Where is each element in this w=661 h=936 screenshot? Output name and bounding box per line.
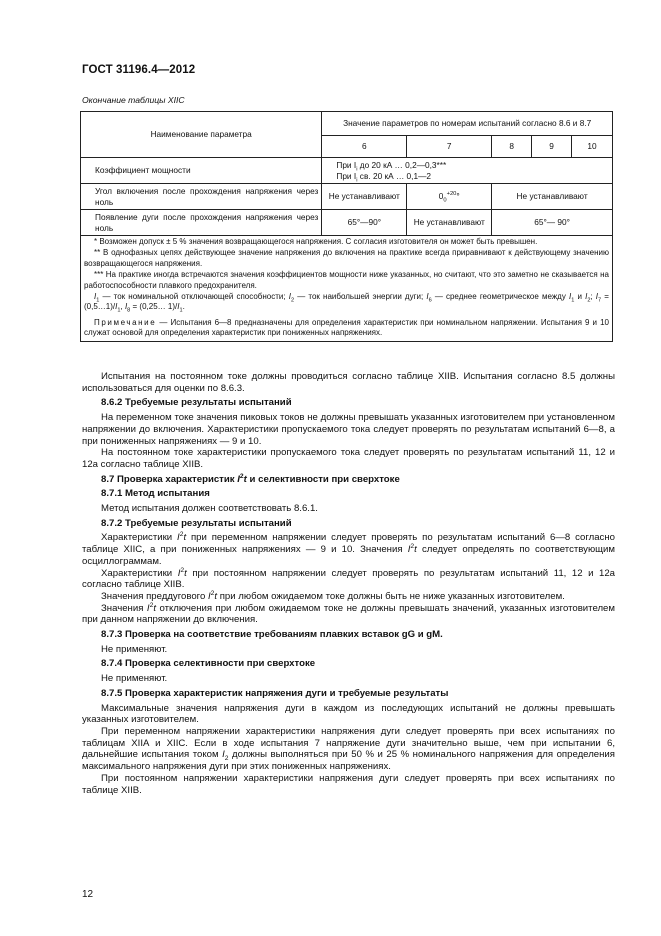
arc-appearance-c6: 65°—90° — [322, 210, 407, 236]
note-2: ** В однофазных цепях действующее значение напряжения до включения на практике всегда приравнивают к действующему значению возвращающегося напряжения. — [84, 248, 609, 268]
heading-8-7-4: 8.7.4 Проверка селективности при сверхтоке — [101, 658, 316, 670]
table-row-switching-angle — [81, 184, 613, 210]
paragraph-dc-letthrough: На постоянном токе характеристики пропускаемого тока следует проверять по результатам испытаний 11, 12 и 12а согласно таблице XIIB. — [82, 447, 615, 470]
switching-angle-c8-10: Не устанавливают — [492, 184, 613, 210]
pf-line1-pre: При I — [336, 160, 357, 170]
standard-header: ГОСТ 31196.4—2012 — [82, 64, 196, 76]
table-notes — [81, 236, 613, 342]
paragraph-test-method: Метод испытания должен соответствовать 8.6.1. — [101, 503, 318, 515]
angle-sub: 0 — [443, 197, 447, 204]
heading-8-6-2: 8.6.2 Требуемые результаты испытаний — [101, 397, 292, 409]
table-caption: Окончание таблицы XIIC — [82, 95, 185, 105]
note-4-d: и — [574, 292, 586, 302]
p10-b: должны выполняться при 50 % и 25 % номинального напряжения для определения максимального напряжения дуги при этих пониженных напряжениях. — [82, 749, 615, 773]
paragraph-arc-ac: При переменном напряжении характеристики напряжения дуги следует проверять при всех испытаниях по таблицам XIIA и XIIC. Если в ходе испытания 7 напряжение дуги значительно выше, чем при испытании 6, дальнейшие испытания током $I_2$ должны выполняться при 50 % и 25 % номинального напряжения для определения максимального напряжения дуги при этих пониженных напряжениях. — [82, 725, 615, 773]
angle-base: 0 — [438, 191, 444, 202]
note-1: * Возможен допуск ± 5 % значения возвращающегося напряжения. С согласия изготовителя он может быть превышен. — [94, 237, 538, 246]
p6-a: Характеристики — [101, 567, 178, 579]
note-4-a: — ток номинальной отключающей способности; — [102, 292, 286, 302]
heading-8-7-2: 8.7.2 Требуемые результаты испытаний — [101, 517, 292, 529]
not-applicable-2: Не применяют. — [101, 673, 168, 685]
note-4-b: — ток наибольшей энергии дуги; — [297, 292, 424, 302]
col-header-values: Значение параметров по номерам испытаний согласно 8.6 и 8.7 — [322, 112, 613, 136]
table-remark — [84, 318, 609, 339]
col-number-6: 6 — [322, 136, 407, 158]
note-4: $I_1$ — ток номинальной отключающей способности; $I_2$ — ток наибольшей энергии дуги; $I_6$ — среднее геометрическое между $I_1$ и $I_2$; $I_7$ = $(0,5\dots 1)/I_1$, $I_8$ = (0,25… $1)/I_1$. — [84, 292, 609, 315]
row-name-power-factor: Коэффициент мощности — [81, 158, 322, 184]
pf-line2-pre: При I — [336, 170, 357, 181]
paragraph-operating: Значения $I^2t$ отключения при любом ожидаемом токе не должны превышать значений, указанных изготовителем при данном напряжении до включения. — [82, 601, 615, 626]
heading-8-7-3: 8.7.3 Проверка на соответствие требованиям плавких вставок gG и gM. — [101, 629, 443, 641]
pf-line1-sub: i — [356, 166, 358, 173]
switching-angle-c7 — [407, 184, 492, 210]
pf-line2-post: св. 20 кА … 0,1—2 — [357, 170, 432, 181]
heading-8-7: 8.7 Проверка характеристик $I^2t$ и селективности при сверхтоке — [101, 472, 400, 485]
p10-a: При переменном напряжении характеристики напряжения дуги следует проверять при всех испытаниях по таблицам XIIA и XIIC. Если в ходе испытания 7 напряжение дуги значительно выше, чем при испытании 6, дальнейшие испытания током — [82, 725, 615, 761]
remark-text: — Испытания 6—8 предназначены для определения характеристик при номинальном напряжении. Испытания 9 и 10 служат основой для определения характеристик при пониженных напряжениях. — [84, 317, 609, 338]
paragraph-prearcing: Значения преддугового $I^2t$ при любом ожидаемом токе должны быть не ниже указанных изготовителем. — [101, 589, 565, 602]
col-number-8: 8 — [492, 136, 532, 158]
paragraph-arc-max: Максимальные значения напряжения дуги в каждом из последующих испытаний не должны превышать указанных изготовителем. — [82, 702, 615, 726]
parameters-table — [80, 111, 613, 342]
col-number-7: 7 — [407, 136, 492, 158]
note-4-e: = (0,5…1)/ — [84, 292, 609, 312]
p8-a: Значения — [101, 602, 147, 614]
paragraph-i2t-ac: Характеристики $I^2t$ при переменном напряжении следует проверять по результатам испытаний 6—8 согласно таблице XIIC, а при пониженных напряжениях — 9 и 10. Значения $I^2t$ следует определять по соответствующим осциллограммам. — [82, 531, 615, 567]
heading-8-7-5: 8.7.5 Проверка характеристик напряжения дуги и требуемые результаты — [101, 687, 449, 699]
col-header-name: Наименование параметра — [81, 112, 322, 158]
angle-unit: ° — [456, 191, 460, 202]
p5-c: следует определять по соответствующим осциллограммам. — [82, 544, 615, 567]
pf-line1-post: до 20 кА … 0,2—0,3*** — [357, 160, 447, 170]
p7-a: Значения преддугового — [101, 590, 208, 602]
main-text — [82, 371, 615, 796]
row-name-switching-angle: Угол включения после прохождения напряжения через ноль — [81, 184, 322, 210]
remark-label: Примечание — [94, 317, 157, 327]
page-number: 12 — [82, 889, 94, 900]
paragraph-arc-dc: При постоянном напряжении характеристики напряжения дуги следует проверять при всех испытаниях по таблице XIIB. — [82, 772, 615, 796]
power-factor-values — [322, 158, 613, 184]
note-3: *** На практике иногда встречаются значения коэффициентов мощности ниже указанных, но считают, что это заметно не сказывается на работоспособности плавкого предохранителя. — [84, 270, 609, 290]
p7-b: при любом ожидаемом токе должны быть не ниже указанных изготовителем. — [217, 590, 565, 602]
row-name-arc-appearance: Появление дуги после прохождения напряжения через ноль — [81, 210, 322, 236]
heading-8-7-1: 8.7.1 Метод испытания — [101, 488, 210, 500]
arc-appearance-c7: Не устанавливают — [407, 210, 492, 236]
table-notes-row — [81, 236, 613, 342]
not-applicable-1: Не применяют. — [101, 643, 168, 655]
p5-a: Характеристики — [101, 532, 178, 544]
table-row-arc-appearance — [81, 210, 613, 236]
paragraph-ac-peak: На переменном токе значения пиковых токов не должны превышать указанных изготовителем при установленном напряжении до включения. Характеристики пропускаемого тока следует проверять по результатам испытаний 6—8, а при пониженных напряжениях — 9 и 10. — [82, 412, 615, 447]
heading-8-7-pre: 8.7 Проверка характеристик — [101, 473, 238, 485]
p8-b: отключения при любом ожидаемом токе не должны превышать значений, указанных изготовителем при данном напряжении до включения. — [82, 602, 615, 626]
table-row-power-factor — [81, 158, 613, 184]
p5-b: при переменном напряжении следует проверять по результатам испытаний 6—8 согласно таблице XIIC, а при пониженных напряжениях — 9 и 10. Значения — [82, 532, 615, 556]
pf-line2-sub: i — [356, 177, 358, 184]
note-4-c: — среднее геометрическое между — [434, 292, 566, 302]
angle-sup: +20 — [446, 191, 457, 198]
heading-8-7-post: и селективности при сверхтоке — [246, 473, 400, 485]
paragraph-i2t-dc: Характеристики $I^2t$ при постоянном напряжении следует проверять по результатам испытаний 11, 12 и 12а согласно таблице XIIB. — [82, 566, 615, 591]
p6-b: при постоянном напряжении следует проверять по результатам испытаний 11, 12 и 12а согласно таблице XIIB. — [82, 567, 615, 591]
col-number-9: 9 — [532, 136, 572, 158]
note-4-f: = (0,25… 1)/ — [132, 302, 178, 312]
switching-angle-c6: Не устанавливают — [322, 184, 407, 210]
paragraph-dc-tests: Испытания на постоянном токе должны проводиться согласно таблице XIIB. Испытания согласно 8.5 должны использоваться для оценки по 8.6.3. — [82, 371, 615, 394]
arc-appearance-c8-10: 65°— 90° — [492, 210, 613, 236]
col-number-10: 10 — [572, 136, 613, 158]
